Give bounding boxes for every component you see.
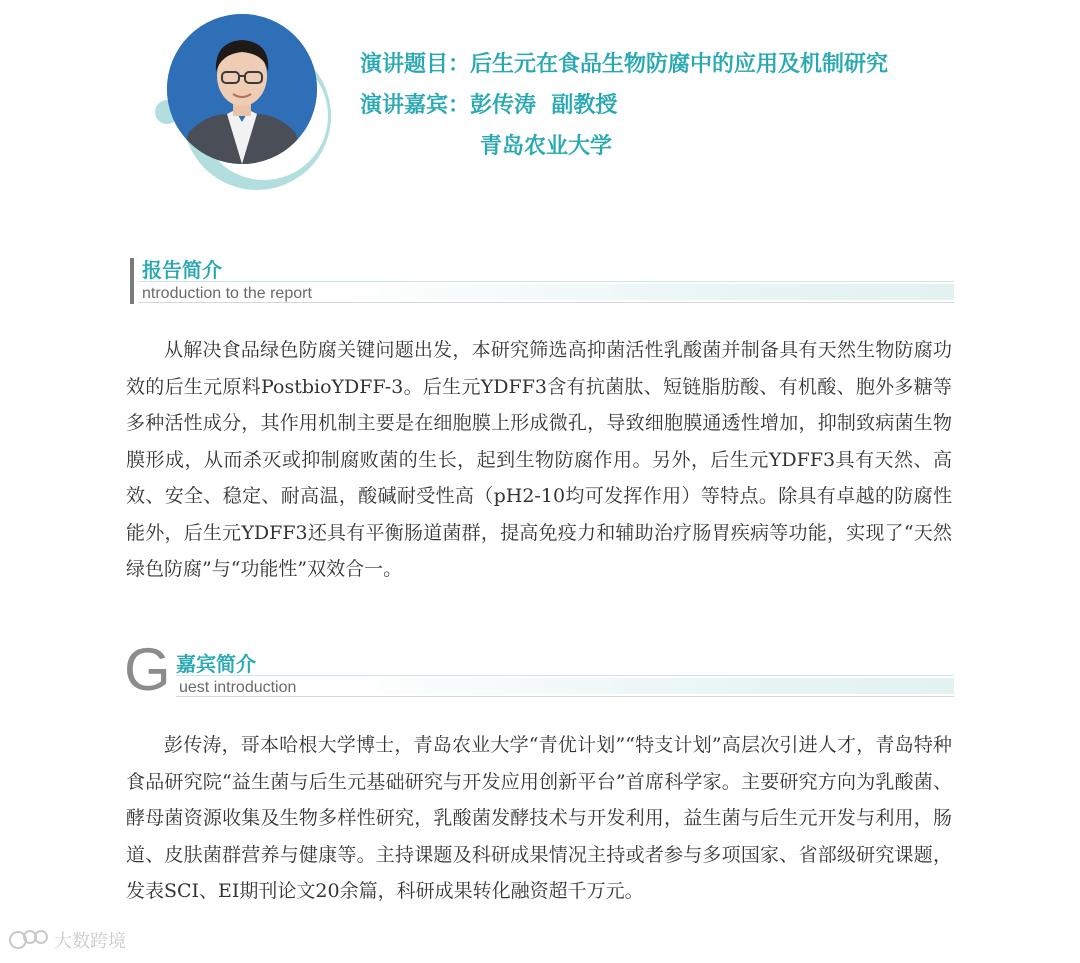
affiliation: 青岛农业大学 xyxy=(480,134,613,159)
speaker-photo xyxy=(167,14,317,164)
watermark xyxy=(8,925,126,955)
topic-label: 演讲题目： xyxy=(360,52,471,77)
report-section-heading xyxy=(128,254,954,306)
speaker-line xyxy=(360,85,888,126)
watermark-text: 大数跨境 xyxy=(54,931,126,952)
speaker-value: 彭传涛 副教授 xyxy=(470,93,618,118)
heading-bar xyxy=(130,258,134,304)
report-section-title: 报告简介 xyxy=(142,258,222,282)
talk-info xyxy=(360,44,888,167)
speaker-portrait xyxy=(155,12,345,192)
guest-body: 彭传涛，哥本哈根大学博士，青岛农业大学“青优计划”“特支计划”高层次引进人才，青岛特种食品研究院“益生菌与后生元基础研究与开发应用创新平台”首席科学家。主要研究方向为乳酸菌、酵母菌资源收集及生物多样性研究，乳酸菌发酵技术与开发利用，益生菌与后生元开发与利用，肠道、皮肤菌群营养与健康等。主持课题及科研成果情况主持或者参与多项国家、省部级研究课题，发表SCI、EI期刊论文20余篇，科研成果转化融资超千万元。 xyxy=(126,734,952,902)
report-section-subtitle: ntroduction to the report xyxy=(142,285,312,302)
report-body: 从解决食品绿色防腐关键问题出发，本研究筛选高抑菌活性乳酸菌并制备具有天然生物防腐功效的后生元原料PostbioYDFF-3。后生元YDFF3含有抗菌肽、短链脂肪酸、有机酸、胞外多糖等多种活性成分，其作用机制主要是在细胞膜上形成微孔，导致细胞膜通透性增加，抑制致病菌生物膜形成，从而杀灭或抑制腐败菌的生长，起到生物防腐作用。另外，后生元YDFF3具有天然、高效、安全、稳定、耐高温，酸碱耐受性高（pH2-10均可发挥作用）等特点。除具有卓越的防腐性能外，后生元YDFF3还具有平衡肠道菌群，提高免疫力和辅助治疗肠胃疾病等功能，实现了“天然绿色防腐”与“功能性”双效合一。 xyxy=(126,339,952,580)
guest-section-title: 嘉宾简介 xyxy=(176,652,256,676)
guest-section-letter: G xyxy=(124,636,171,703)
topic-line xyxy=(360,44,888,85)
speaker-label: 演讲嘉宾： xyxy=(360,93,471,118)
affiliation-line xyxy=(360,126,888,167)
topic-value: 后生元在食品生物防腐中的应用及机制研究 xyxy=(470,52,889,77)
guest-section-heading xyxy=(124,636,954,703)
guest-section-subtitle: uest introduction xyxy=(179,679,297,696)
watermark-logo-icon xyxy=(8,925,50,955)
